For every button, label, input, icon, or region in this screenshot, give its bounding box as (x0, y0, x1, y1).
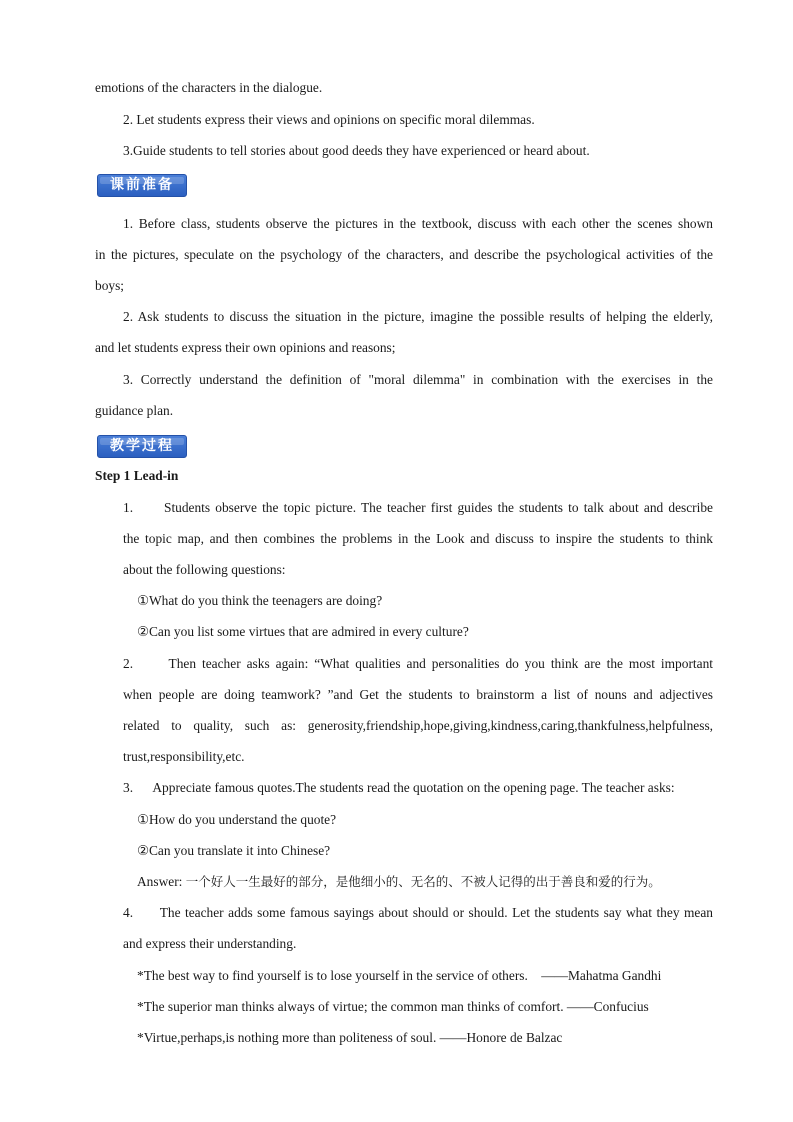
leadin-question-2: ②Can you list some virtues that are admired in every culture? (137, 624, 469, 639)
leadin-item-2-line-4: trust,responsibility,etc. (123, 749, 245, 764)
badge-shine (100, 177, 184, 184)
section-badge-process (97, 435, 187, 458)
prep-paragraph-2-line-2: and let students express their own opinions and reasons; (95, 340, 396, 355)
objective-item-3: 3.Guide students to tell stories about good deeds they have experienced or heard about. (123, 143, 590, 158)
quote-gandhi: *The best way to find yourself is to lose yourself in the service of others. ——Mahatma Gandhi (137, 968, 662, 983)
badge-label: 教学过程 (110, 438, 174, 454)
quote-balzac: *Virtue,perhaps,is nothing more than politeness of soul. ——Honore de Balzac (137, 1030, 563, 1045)
leadin-item-3-question-1: ①How do you understand the quote? (137, 812, 337, 827)
answer-label: Answer: (137, 874, 183, 889)
leadin-item-2-line-3: related to quality, such as: generosity,friendship,hope,giving,kindness,caring,thankfulness,helpfulness, (123, 718, 713, 733)
prep-paragraph-1-line-3: boys; (95, 278, 125, 293)
answer-text: 一个好人一生最好的部分，是他细小的、无名的、不被人记得的出于善良和爱的行为。 (185, 874, 661, 889)
leadin-item-2-line-1: 2. Then teacher asks again: “What qualities and personalities do you think are the most important (123, 656, 713, 671)
badge-label: 课前准备 (110, 177, 174, 193)
prep-paragraph-1-line-2: in the pictures, speculate on the psychology of the characters, and describe the psychological activities of the (95, 247, 713, 262)
leadin-question-1: ①What do you think the teenagers are doing? (137, 593, 383, 608)
leadin-item-1-line-1: 1. Students observe the topic picture. The teacher first guides the students to talk about and describe (123, 500, 713, 515)
leadin-item-4-line-2: and express their understanding. (123, 936, 297, 951)
prep-paragraph-3-line-1: 3. Correctly understand the definition of "moral dilemma" in combination with the exercises in the (123, 372, 713, 387)
prep-paragraph-1-line-1: 1. Before class, students observe the pictures in the textbook, discuss with each other the scenes shown (123, 216, 713, 231)
objective-item-2: 2. Let students express their views and opinions on specific moral dilemmas. (123, 112, 535, 127)
leadin-item-3-question-2: ②Can you translate it into Chinese? (137, 843, 331, 858)
section-badge-preparation (97, 174, 187, 197)
leadin-item-1-line-2: the topic map, and then combines the problems in the Look and discuss to inspire the students to think (123, 531, 713, 546)
leadin-item-3-line-1: 3. Appreciate famous quotes.The students read the quotation on the opening page. The teacher asks: (123, 780, 675, 795)
prep-paragraph-3-line-2: guidance plan. (95, 403, 174, 418)
leadin-item-3-answer (137, 874, 661, 890)
quote-confucius: *The superior man thinks always of virtue; the common man thinks of comfort. ——Confucius (137, 999, 649, 1014)
leadin-item-1-line-3: about the following questions: (123, 562, 286, 577)
intro-continuation: emotions of the characters in the dialogue. (95, 80, 323, 95)
leadin-item-2-line-2: when people are doing teamwork? ”and Get the students to brainstorm a list of nouns and adjectives (123, 687, 713, 702)
prep-paragraph-2-line-1: 2. Ask students to discuss the situation in the picture, imagine the possible results of helping the elderly, (123, 309, 713, 324)
leadin-item-4-line-1: 4. The teacher adds some famous sayings about should or should. Let the students say what they mean (123, 905, 713, 920)
step-1-title: Step 1 Lead-in (95, 468, 179, 483)
badge-shine (100, 438, 184, 445)
